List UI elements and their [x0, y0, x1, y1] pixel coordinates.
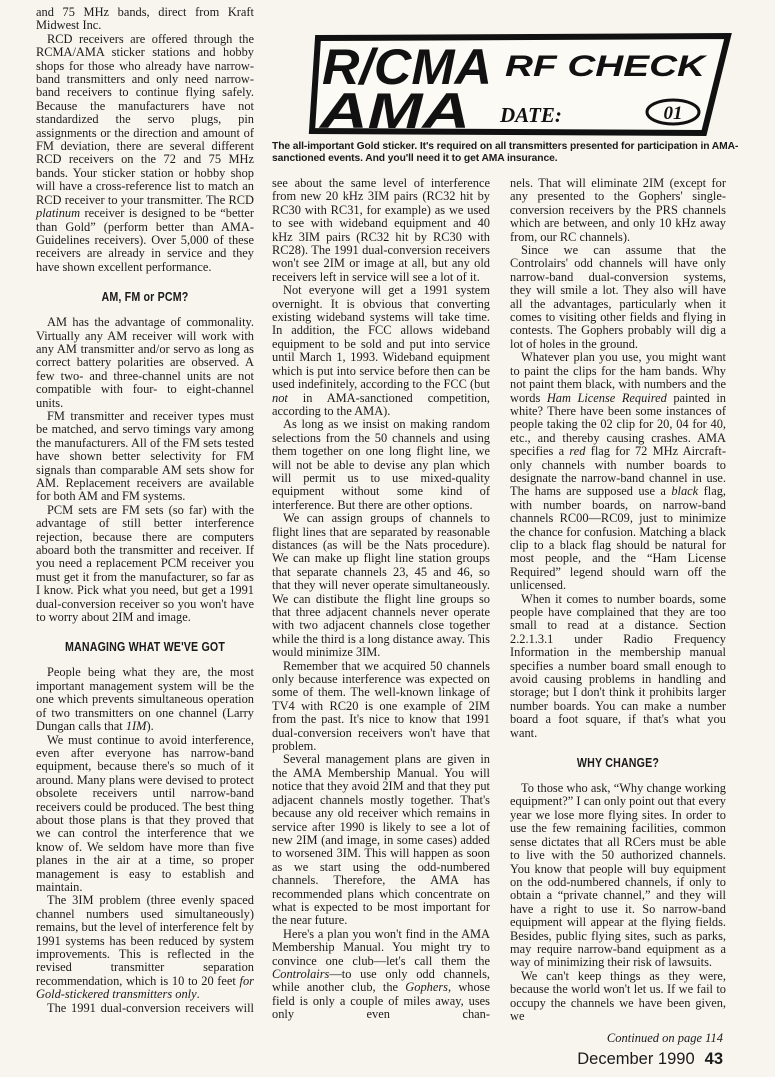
paragraph — [36, 734, 254, 895]
section-heading: AM, FM or PCM? — [101, 289, 189, 305]
italic-text: Gophers — [405, 980, 448, 995]
text-run: and 75 MHz bands, direct from Kraft Midwest Inc. — [36, 5, 254, 33]
text-run: see about the same level of interference from new 20 kHz 3IM pairs (RC32 hit by RC30 with RC31, for example) as we used to see with wideband equipment and 40 kHz 3IM pairs (RC32 hit by RC30 with RC28). The 1991 dual-conversion receivers won't see 2IM or image at all, but any old receivers left in service will see a lot of it. — [272, 176, 490, 284]
text-run: in AMA-sanctioned competition, according to the AMA). — [272, 390, 490, 418]
paragraph — [510, 351, 726, 592]
text-run: The 1991 dual-conversion receivers will — [47, 1000, 254, 1015]
text-run: AM has the advantage of commonality. Virtually any AM receiver will work with any AM transmitter and/or servo as long as correct battery polarities are observed. A few two- and three-channel units are not compatible with four- to eight-channel units. — [36, 315, 254, 410]
text-run: FM transmitter and receiver types must be matched, and servo timings vary among the manufacturers. All of the FM sets tested have shown better selectivity for FM signals than comparable AM sets show for AM. Replacement receivers are available for both AM and FM systems. — [36, 408, 254, 504]
paragraph — [36, 894, 254, 1001]
text-run: receiver is designed to be “better than Gold” (perform better than AMA-Guidelines receivers). Over 5,000 of these receivers are already in service and they have shown excellent performance. — [36, 206, 254, 274]
text-run: To those who ask, “Why change working equipment?” I can only point out that every year we lose more flying sites. In order to use the few remaining facilities, common sense dictates that all RCers must be able to live with the 50 authorized channels. You know that people will buy equipment on the odd-numbered channels, if only to obtain a “private channel,” and they will have a right to use it. So narrow-band equipment will appear at the flying fields. Besides, public flying sites, such as parks, may require narrow-band equipment as a way of minimizing their risk of lawsuits. — [510, 781, 726, 970]
text-run: Whatever plan you use, you might want to paint the clips for the ham bands. Why not paint them black, with numbers and the words — [510, 350, 726, 405]
section-heading: WHY CHANGE? — [576, 755, 660, 771]
column-3 — [510, 177, 726, 1023]
sticker-caption: The all-important Gold sticker. It's required on all transmitters presented for participation in AMA-sanctioned events. And you'll need it to get AMA insurance. — [272, 141, 739, 164]
paragraph — [36, 504, 254, 625]
paragraph — [272, 418, 490, 512]
paragraph — [36, 316, 254, 410]
text-run: , whose field is only a couple of miles away, uses only even chan- — [272, 980, 491, 1022]
paragraph — [272, 660, 490, 754]
text-run: As long as we insist on making random selections from the 50 channels and using them together on one long flight line, we will not be able to devise any plan which will permit us to use mixed-quality equipment without some kind of interference. But there are other options. — [272, 417, 490, 512]
paragraph — [272, 753, 490, 927]
paragraph — [272, 177, 490, 284]
italic-text: 1IM — [125, 719, 147, 734]
italic-text: Ham License Required — [546, 390, 667, 405]
paragraph — [272, 284, 490, 418]
paragraph — [510, 244, 726, 351]
text-run: We can assign groups of channels to flight lines that are separated by reasonable distances (as will be the Nats procedure). We can make up flight line station groups that separate channels 23, 45 and 46, so that they will never operate simultaneously. We can distibute the flight line groups so that three adjacent channels never operate with two adjacent channels close together while the third is a long distance away. This would minimize 3IM. — [272, 511, 490, 660]
paragraph — [510, 782, 726, 970]
paragraph — [36, 410, 254, 504]
text-run: Here's a plan you won't find in the AMA Membership Manual. You might try to convince one club—let's call them the — [272, 926, 490, 968]
continued-note: Continued on page 114 — [606, 1031, 723, 1045]
italic-text: Controlairs — [272, 966, 330, 981]
italic-text: red — [569, 444, 586, 459]
sticker-number: 01 — [663, 103, 683, 124]
text-run: flag, with number boards, on narrow-band channels RC00—RC09, just to minimize the chance for confusion. Matching a black clip to a black flag should be natural for most people, and the “Ham License Required” legend should warn off the unlicensed. — [510, 484, 726, 593]
paragraph — [36, 666, 254, 733]
text-run: We can't keep things as they were, because the world won't let us. If we fail to occupy the channels we have been given, we — [510, 968, 726, 1023]
text-run: —to use only odd channels, while another club, the — [272, 966, 490, 995]
paragraph — [272, 512, 490, 659]
rcma-rf-check-sticker — [300, 30, 740, 140]
text-run: The 3IM problem (three evenly spaced channel numbers used simultaneously) remains, but the level of interference felt by 1991 systems has been reduced by system improvements. This is reflected in the revised transmitter separation recommendation, which is 10 to 20 feet — [36, 893, 254, 988]
text-run: flag for 72 MHz Aircraft-only channels with number boards to designate the narrow-band channel in use. The hams are supposed use a — [510, 444, 726, 499]
paragraph — [36, 1002, 254, 1015]
paragraph — [510, 970, 726, 1024]
paragraph — [272, 928, 490, 1022]
paragraph — [36, 33, 254, 274]
text-run: Not everyone will get a 1991 system overnight. It is obvious that converting existing wideband systems will take time. In addition, the FCC allows wideband equipment to be sold and put into service until March 1, 1993. Wideband equipment which is put into service before then can be used indefinitely, according to the FCC (but — [272, 283, 490, 392]
italic-text: not — [272, 390, 288, 405]
issue-date: December 1990 — [577, 1050, 695, 1068]
italic-text: for Gold-stickered transmitters only — [36, 973, 254, 1002]
text-run: People being what they are, the most important management system will be the one which prevents simultaneous operation of two transmitters on one channel (Larry Dungan calls that — [36, 665, 254, 734]
text-run: RCD receivers are offered through the RCMA/AMA sticker stations and hobby shops for those who already have narrow-band transmitters and only need narrow-band receivers to continue flying safely. Because the manufacturers have not standardized the servo plugs, pin assignments or the direction and amount of FM deviation, there are several different RCD receivers on the 72 and 75 MHz bands. Your sticker station or hobby shop will have a cross-reference list to match an RCD receiver to your transmitter. The RCD — [36, 31, 254, 207]
italic-text: platinum — [36, 206, 81, 221]
italic-text: black — [671, 484, 699, 499]
paragraph — [510, 593, 726, 740]
text-run: Remember that we acquired 50 channels only because interference was expected on some of them. The well-known linkage of TV4 with RC20 is one example of 2IM from the past. It's nice to know that 1991 dual-conversion receivers won't have that problem. — [272, 658, 490, 754]
text-run: painted in white? There have been some instances of people taking the 02 clip for 20, 04 for 40, etc., and thereby causing crashes. AMA specifies a — [510, 390, 726, 459]
text-run: When it comes to number boards, some people have complained that they are too small to read at a distance. Section 2.2.1.3.1 under Radio Frequency Information in the membership manual specifies a number board small enough to avoid causing problems in handling and storage; but I don't think it prohibits larger number boards. You can make a number board a foot square, if that's what you want. — [510, 591, 726, 740]
paragraph — [510, 177, 726, 244]
text-run: . — [196, 987, 200, 1002]
text-run: PCM sets are FM sets (so far) with the advantage of still better interference rejection, because there are computers aboard both the transmitter and receiver. If you need a replacement PCM receiver you must get it from the manufacturer, so far as I know. Pick what you need, but get a 1991 dual-conversion receiver so you won't have to worry about 2IM and image. — [36, 502, 254, 625]
page-footer — [577, 1050, 723, 1069]
text-run: Since we can assume that the Controlairs' odd channels will have only narrow-band dual-conversion systems, they will smile a lot. They also will have all the advantages, particularly when it comes to visiting other fields and flying in contests. The Gophers probably will dig a lot of holes in the ground. — [510, 243, 726, 351]
column-1 — [36, 6, 254, 1015]
section-heading: MANAGING WHAT WE'VE GOT — [64, 639, 226, 655]
text-run: Several management plans are given in the AMA Membership Manual. You will notice that they avoid 2IM and that they put adjacent channels mostly together. That's because any old receiver which remains in service after 1990 is likely to see a lot of new 2IM (and image, in some cases) added to worsened 3IM. This will happen as soon as we start using the odd-numbered channels. Therefore, the AMA has recommended plans which concentrate on what is expected to be most important for the near future. — [272, 752, 490, 928]
page-number: 43 — [704, 1050, 723, 1068]
text-run: We must continue to avoid interference, even after everyone has narrow-band equipment, because there's so much of it around. Many plans were devised to protect obsolete receivers until narrow-band receivers could be produced. The best thing about those plans is that they proved that we can control the interference that we know of. We seldom have more than five planes in the air at a time, so proper management is easy to establish and maintain. — [36, 732, 254, 894]
sticker-ama: AMA — [317, 83, 470, 139]
sticker-rcma: R/CMA — [322, 39, 492, 95]
sticker-date-label: DATE: — [500, 103, 562, 127]
sticker-rf-check: RF CHECK — [505, 50, 709, 83]
paragraph — [36, 6, 254, 33]
text-run: ). — [146, 719, 154, 734]
column-2 — [272, 177, 490, 1022]
text-run: nels. That will eliminate 2IM (except for any presented to the Gophers' single-conversion receivers by the PRS channels which are between, and only 10 kHz away from, our RC channels). — [510, 176, 726, 244]
